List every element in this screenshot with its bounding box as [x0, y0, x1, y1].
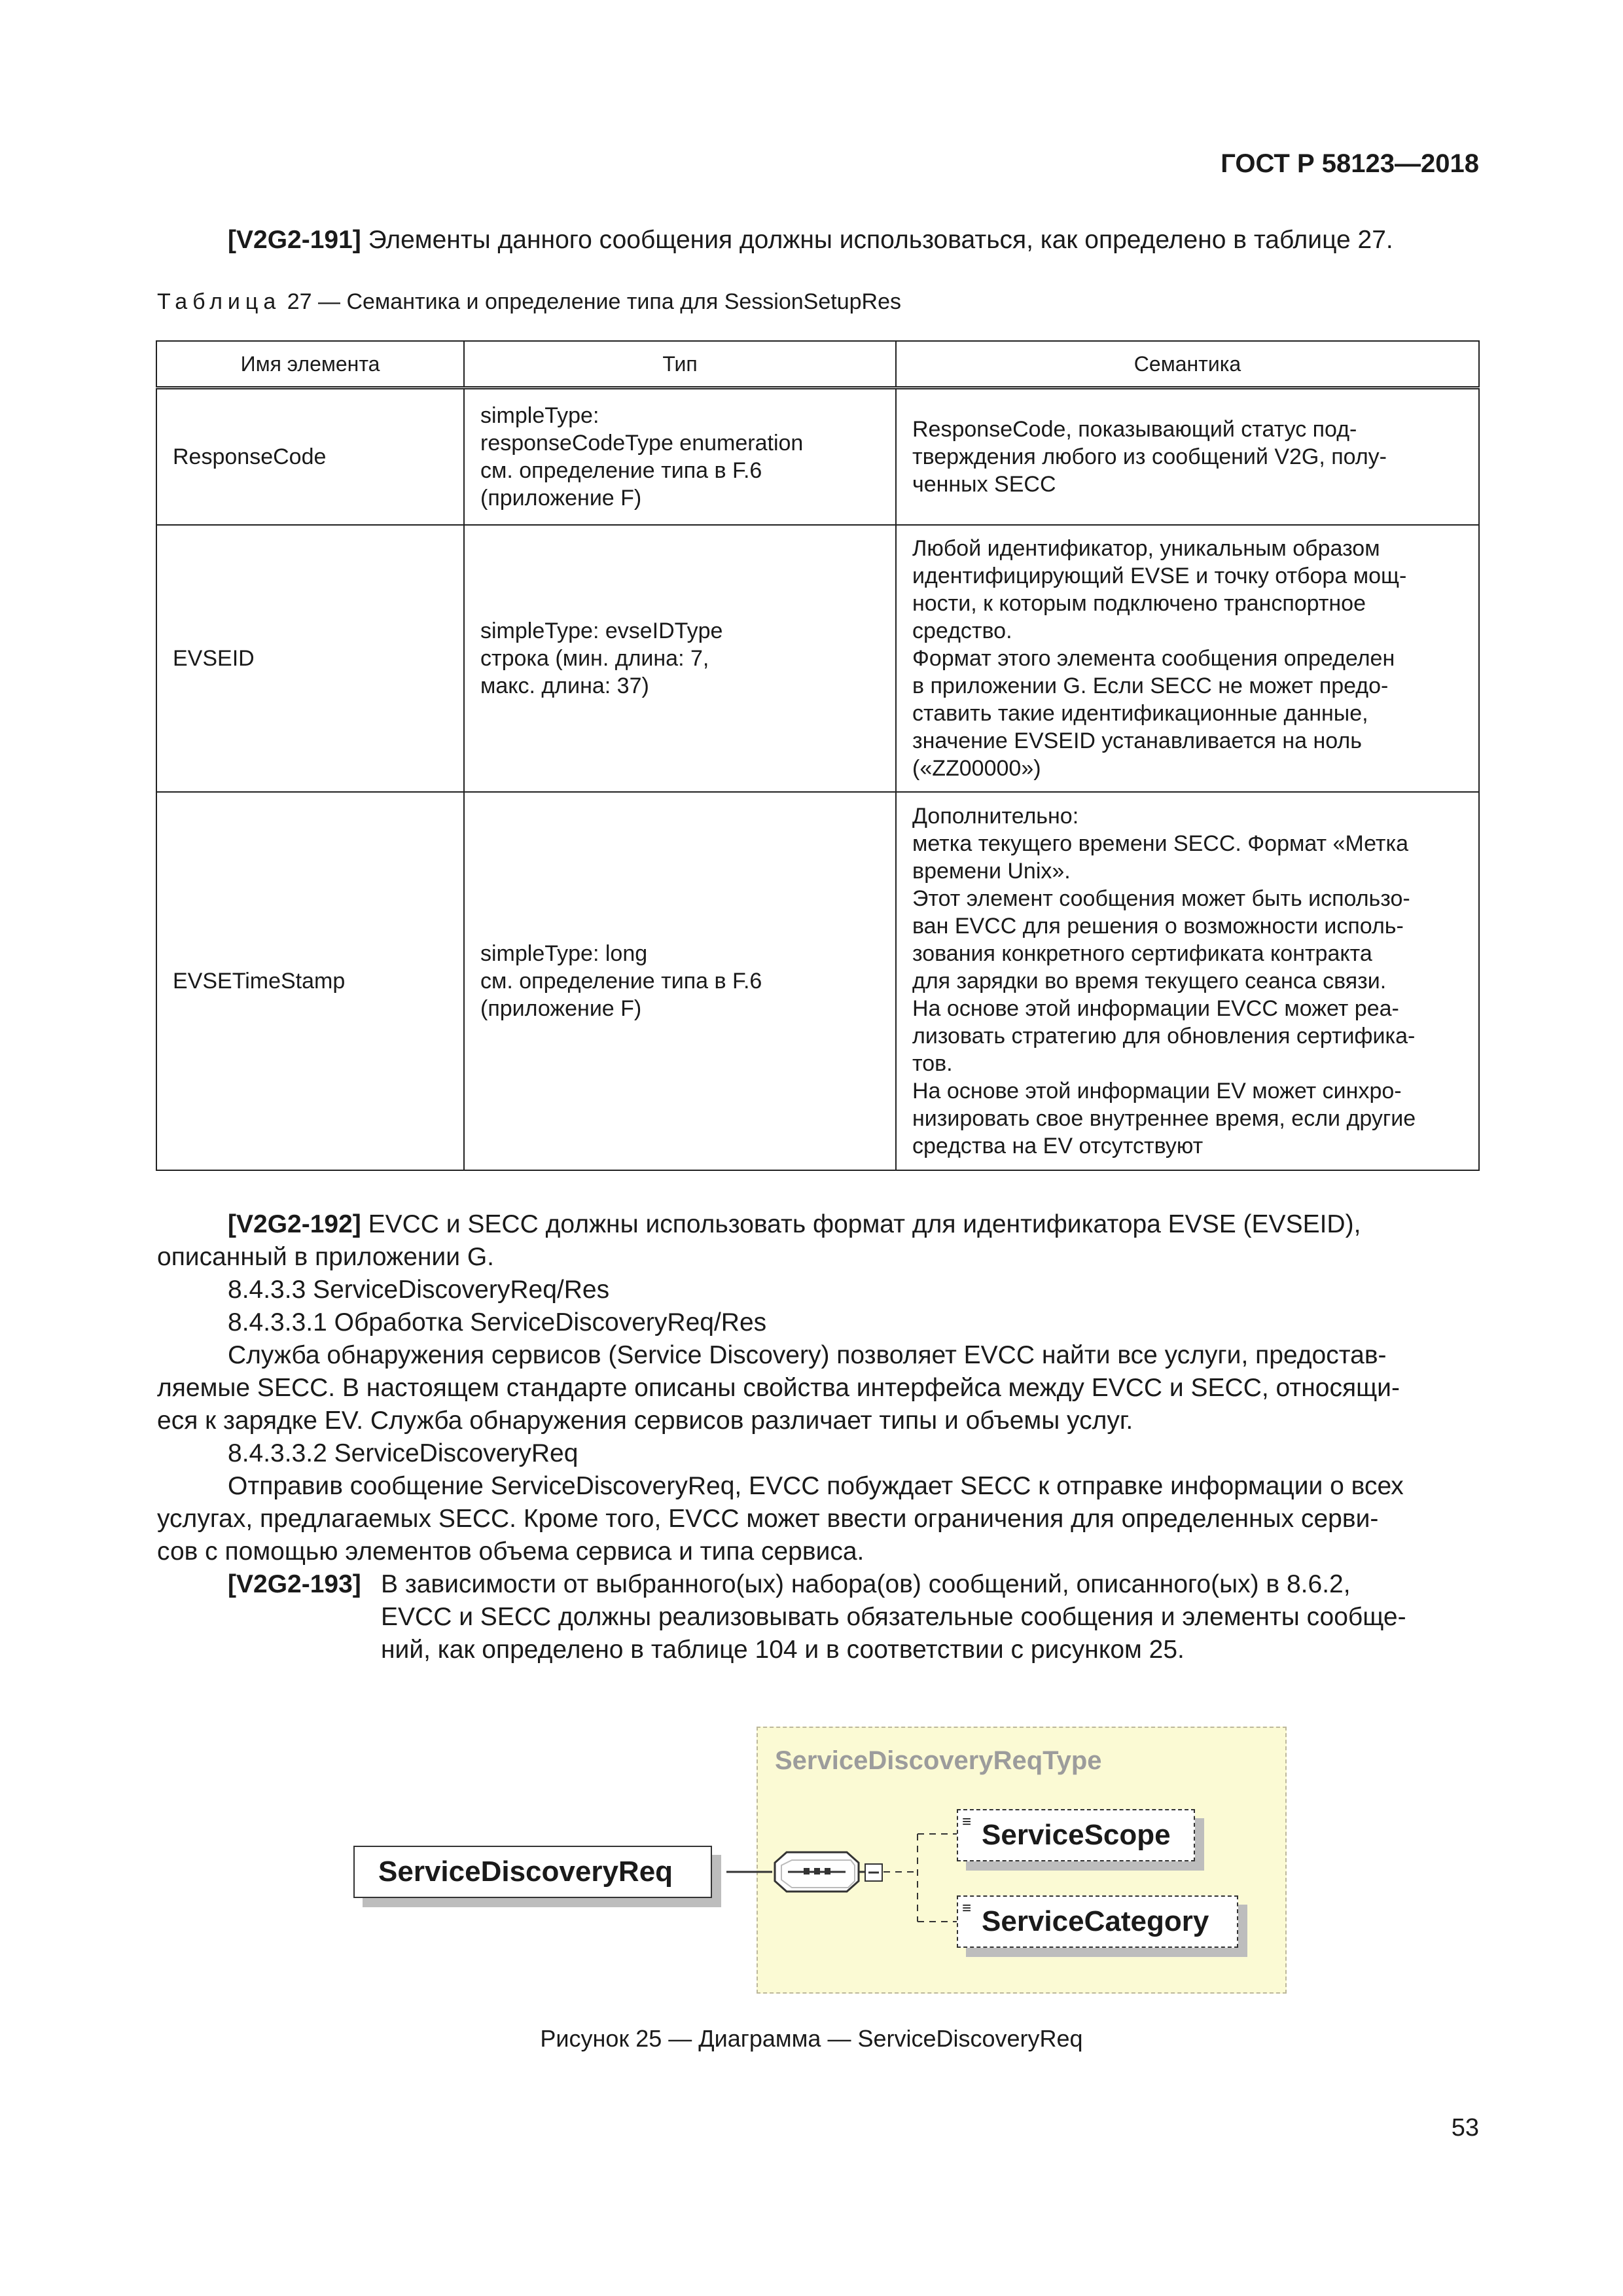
- document-code: ГОСТ Р 58123—2018: [1221, 149, 1479, 178]
- cell-type: simpleType: evseIDType строка (мин. длина: 7, макс. длина: 37): [464, 525, 896, 792]
- cell-name: EVSETimeStamp: [156, 792, 464, 1170]
- cell-type: simpleType: long см. определение типа в F.6 (приложение F): [464, 792, 896, 1170]
- cell-name: ResponseCode: [156, 388, 464, 526]
- body-text: [V2G2-192] EVCC и SECC должны использовать формат для идентификатора EVSE (EVSEID), описанный в приложении G. 8.4.3.3 ServiceDiscoveryReq/Res 8.4.3.3.1 Обработка ServiceDiscoveryReq/Res Служба обнаружения сервисов (Service Discovery) позволяет EVCC найти все услуги, предостав- ляемые SECC. В настоящем стандарте описаны свойства интерфейса между EVCC и SECC, относящи- еся к зарядке EV. Служба обнаружения сервисов различает типы и объемы услуг. 8.4.3.3.2 ServiceDiscoveryReq Отправив сообщение ServiceDiscoveryReq, EVCC побуждает SECC к отправке информации о всех услугах, предлагаемых SECC. Кроме того, EVCC может ввести ограничения для определенных серви- сов с помощью элементов объема сервиса и типа сервиса. [V2G2-193] В зависимости от выбранного(ых) набора(ов) сообщений, описанного(ых) в 8.6.2, EVCC и SECC должны реализовывать обязательные сообщения и элементы сообще- ний, как определено в таблице 104 и в соответствии с рисунком 25.: [157, 1208, 1479, 1666]
- section-heading: 8.4.3.3.1 Обработка ServiceDiscoveryReq/Res: [228, 1308, 767, 1336]
- cell-semantics: Любой идентификатор, уникальным образом идентифицирующий EVSE и точку отбора мощ- ности, к которым подключено транспортное средство. Формат этого элемента сообщения определен в приложении G. Если SECC не может предо- ставить такие идентификационные данные, значение EVSEID устанавливается на ноль («ZZ00000»): [896, 525, 1479, 792]
- lines-icon: ≡: [962, 1899, 972, 1917]
- section-heading: 8.4.3.3 ServiceDiscoveryReq/Res: [228, 1276, 610, 1304]
- header-name: Имя элемента: [156, 341, 464, 388]
- cell-semantics: ResponseCode, показывающий статус под- тверждения любого из сообщений V2G, полу- ченных SECC: [896, 388, 1479, 526]
- requirement-id: [V2G2-191]: [228, 226, 361, 254]
- cell-type: simpleType: responseCodeType enumeration см. определение типа в F.6 (приложение F): [464, 388, 896, 526]
- root-element-node: ServiceDiscoveryReq: [353, 1846, 712, 1898]
- requirement-191: [V2G2-191] Элементы данного сообщения должны использоваться, как определено в таблице 27.: [228, 226, 1393, 254]
- child-element-node: ≡ ServiceCategory: [957, 1895, 1238, 1948]
- lines-icon: ≡: [962, 1813, 972, 1831]
- requirement-192: [V2G2-192] EVCC и SECC должны использовать формат для идентификатора EVSE (EVSEID),: [228, 1210, 1361, 1238]
- page-number: 53: [1451, 2114, 1479, 2142]
- figure-caption: Рисунок 25 — Диаграмма — ServiceDiscoveryReq: [540, 2025, 1083, 2052]
- section-heading: 8.4.3.3.2 ServiceDiscoveryReq: [228, 1439, 579, 1467]
- child-element-node: ≡ ServiceScope: [957, 1809, 1195, 1861]
- requirement-193: [V2G2-193] В зависимости от выбранного(ых) набора(ов) сообщений, описанного(ых) в 8.6.2, EVCC и SECC должны реализовывать обязательные сообщения и элементы сообще- ний, как определено в таблице 104 и в соответствии с рисунком 25.: [228, 1570, 1406, 1664]
- header-semantics: Семантика: [896, 341, 1479, 388]
- type-name: ServiceDiscoveryReqType: [775, 1746, 1102, 1775]
- table-caption: Таблица 27 — Семантика и определение типа для SessionSetupRes: [157, 289, 901, 314]
- cell-semantics: Дополнительно: метка текущего времени SECC. Формат «Метка времени Unix». Этот элемент сообщения может быть использо- ван EVCC для решения о возможности исполь- зования конкретного сертификата контракта для зарядки во время текущего сеанса связи. На основе этой информации EVCC может реа- лизовать стратегию для обновления сертифика- тов. На основе этой информации EV может синхро- низировать свое внутреннее время, если другие средства на EV отсутствуют: [896, 792, 1479, 1170]
- cell-name: EVSEID: [156, 525, 464, 792]
- header-type: Тип: [464, 341, 896, 388]
